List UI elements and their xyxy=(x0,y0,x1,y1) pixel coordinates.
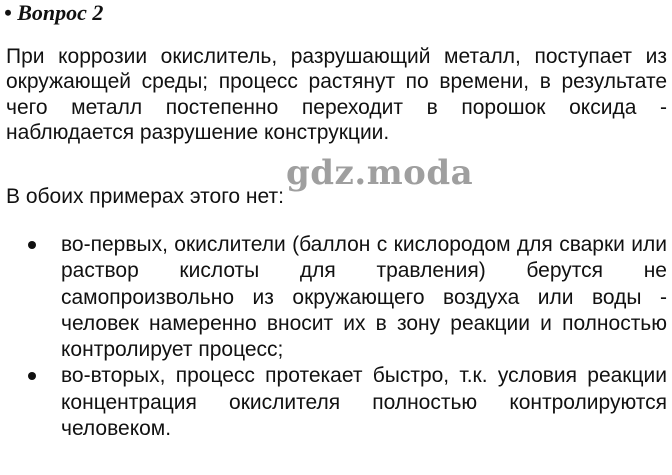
bullet-icon xyxy=(28,241,36,249)
list-item-text: во-вторых, процесс протекает быстро, т.к. условия реакции концентрация окислителя полностью контролируются человеком. xyxy=(61,364,667,441)
paragraph-corrosion: При коррозии окислитель, разрушающий металл, поступает из окружающей среды; процесс растянут по времени, в результате чего металл постепенно переходит в порошок оксида - наблюдается разрушение конструкции. xyxy=(6,45,667,144)
reasons-list xyxy=(0,232,672,442)
paragraph-intro-list: В обоих примерах этого нет: xyxy=(6,185,284,208)
list-item xyxy=(0,232,667,363)
watermark-logo: gdz.moda xyxy=(286,153,474,193)
question-heading: • Вопрос 2 xyxy=(4,0,104,25)
list-item-text: во-первых, окислители (баллон с кислородом для сварки или раствор кислоты для травления) берутся не самопроизвольно из окружающего воздуха или воды - человек намеренно вносит их в зону реакции и полностью контролирует процесс; xyxy=(61,233,667,362)
bullet-icon xyxy=(28,372,36,380)
list-item xyxy=(0,363,667,442)
